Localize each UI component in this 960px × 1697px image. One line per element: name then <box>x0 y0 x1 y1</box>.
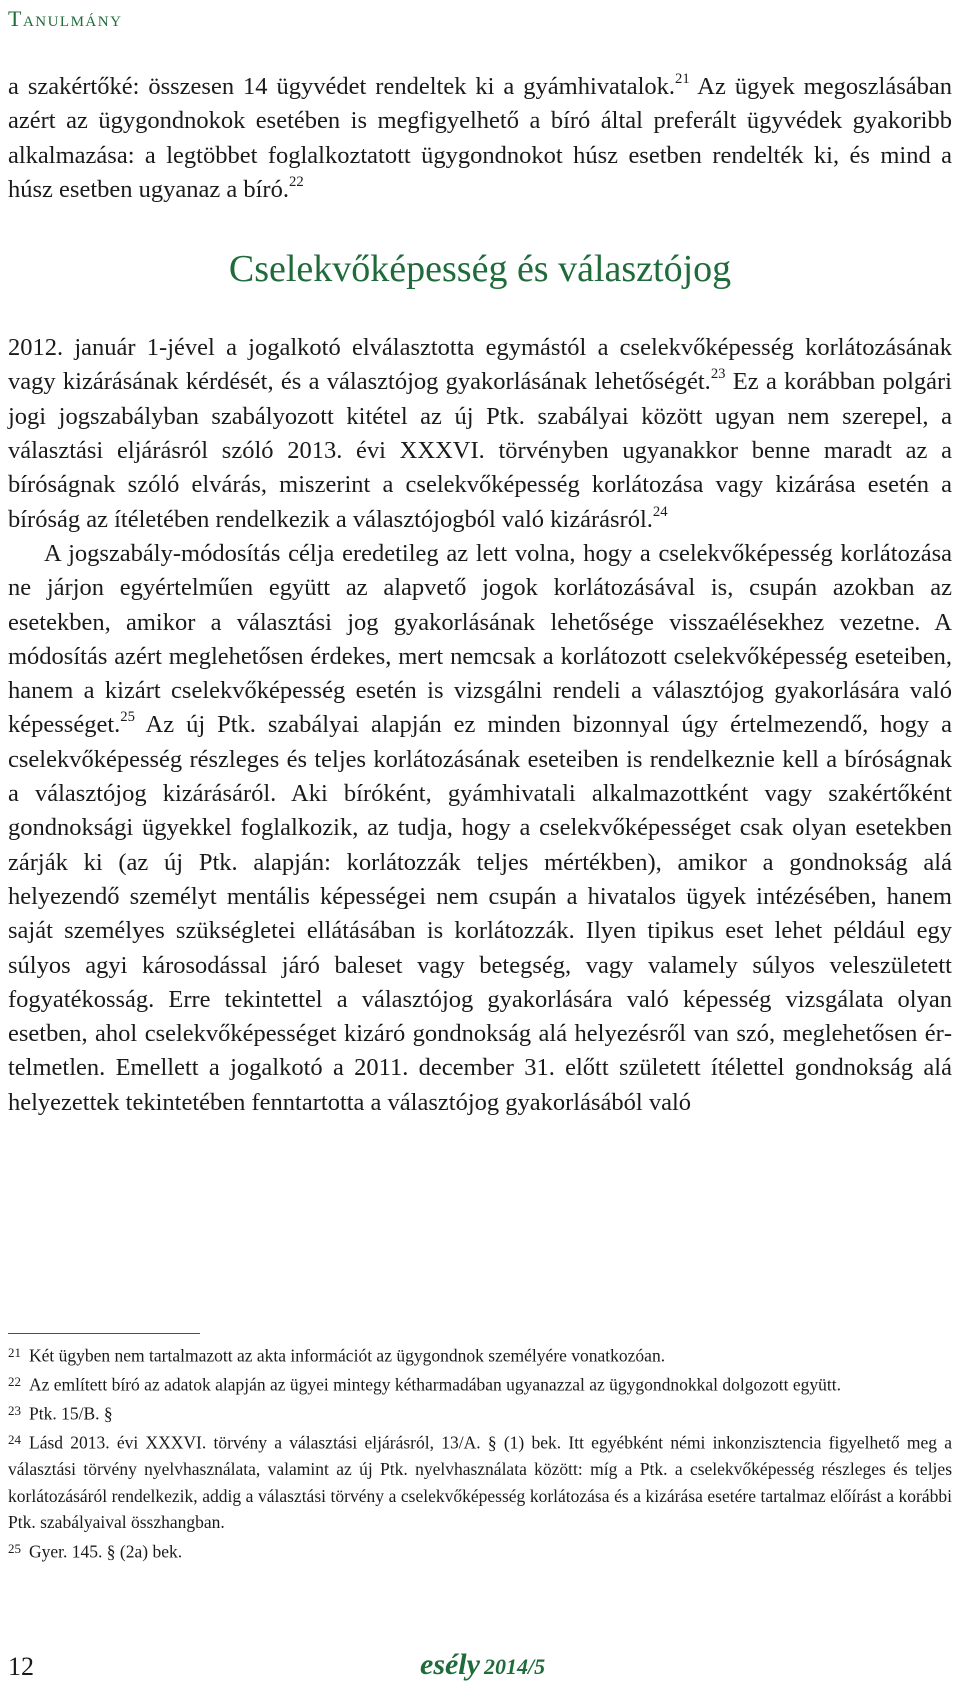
footnote-number: 22 <box>8 1374 21 1390</box>
footnote-text: Két ügyben nem tartalmazott az akta információt az ügygondnok személyére vonatkozóan. <box>29 1345 666 1366</box>
paragraph-1 <box>8 70 952 207</box>
page-number: 12 <box>8 1652 34 1681</box>
footnote-21 <box>8 1340 952 1369</box>
footnote-ref-23[interactable]: 23 <box>710 366 726 383</box>
footnote-divider <box>8 1333 200 1334</box>
footnote-24 <box>8 1427 952 1536</box>
footnote-ref-21[interactable]: 21 <box>675 70 690 87</box>
paragraph-3 <box>8 537 952 1120</box>
journal-title <box>420 1648 545 1682</box>
footnote-text: Gyer. 145. § (2a) bek. <box>29 1541 183 1562</box>
footnote-number: 21 <box>8 1345 21 1360</box>
paragraph-text: Ez a korábban polgári jogi jogszabályban szabályozott kitétel az új Ptk. szabályai között ugyan nem szerepel, a választási eljárásról szóló 2013. évi XXXVI. törvényben ugyanakkor benne maradt az a bíróságnak szóló elvárás, miszerint a cselekvőképesség korlátozása vagy kizárása esetén a bíróság az ítéletében rendelkezik a választójogból való kizárásról. <box>8 368 952 533</box>
footnote-ref-25[interactable]: 25 <box>120 709 135 726</box>
running-title: Tanulmány <box>8 6 123 31</box>
paragraph-text: Az új Ptk. szabályai alapján ez minden bizonnyal úgy értelmezendő, hogy a cselekvőképesség részleges és teljes korlátozásának eseteiben is rendelkeznie kell a bíróságnak a választójog kizárásáról. Aki bíróként, gyámhivatali alkalmazottként vagy szakértőként gondnoksági ügyekkel foglalkozik, az tudja, hogy a cselekvőképességet csak olyan esetekben zárják ki (az új Ptk. alapján: korlátozzák teljes mértékben), amikor a gondnokság alá helyezendő személyt mentális képességei nem csupán a hivatalos ügyek intézésében, hanem saját személyes szükségletei ellátásában is korlátozzák. Ilyen tipikus eset lehet például egy súlyos agyi károsodással járó baleset vagy betegség, vagy valamely súlyos veleszületett fogyatékosság. Erre tekintettel a választójog gyakorlására való képesség vizsgálata olyan esetben, ahol cselekvőképességet kizáró gondnokság alá helyezésről van szó, meglehetősen értelmetlen. Emellett a jogalkotó a 2011. december 31. előtt született ítélettel gondnokság alá helyezettek tekintetében fenntartotta a választójog gyakorlásából való <box>8 711 952 1116</box>
footnote-number: 23 <box>8 1403 21 1419</box>
footnote-text: Az említett bíró az adatok alapján az ügyei mintegy kétharmadában ugyanazzal az ügygondnokkal dolgozott együtt. <box>29 1374 841 1395</box>
journal-issue: 2014/5 <box>483 1654 546 1679</box>
footnotes <box>8 1340 952 1565</box>
paragraph-text: Az ügyek megoszlásában azért az ügygondnokok esetében is megfigyelhető a bíró által preferált ügyvédek gyakoribb alkalmazása: a legtöbbet foglalkoztatott ügygondnokot húsz esetben rendelték ki, és mind a húsz esetben ugyanaz a bíró. <box>8 73 952 203</box>
footnote-ref-24[interactable]: 24 <box>652 503 668 520</box>
footnote-number: 24 <box>8 1432 21 1448</box>
footnote-ref-22[interactable]: 22 <box>288 173 304 190</box>
paragraph-2 <box>8 331 952 537</box>
footnote-23 <box>8 1398 952 1427</box>
footnote-22 <box>8 1369 952 1398</box>
footnote-text: Ptk. 15/B. § <box>29 1403 113 1424</box>
article-body <box>8 70 952 1120</box>
footnote-number: 25 <box>8 1540 21 1556</box>
paragraph-text: a szakértőké: összesen 14 ügyvédet rendeltek ki a gyámhivatalok. <box>8 73 675 100</box>
paragraph-text: 2012. január 1-jével a jogalkotó elválasztotta egymástól a cselekvőképesség korlátozásának vagy kizárásának kérdését, és a választójog gyakorlásának lehetőségét. <box>8 334 952 396</box>
paragraph-text: A jogszabály-módosítás célja eredetileg az lett volna, hogy a cselekvőképesség korlátozása ne járjon egyértelműen együtt az alapvető jogok korlátozásával is, csupán azokban az esetekben, amikor a választási jog gyakorlásának lehetősége visszaélésekhez vezetne. A módosítás azért meglehetősen érdekes, mert nemcsak a korlátozott cselekvőképesség eseteiben, hanem a kizárt cselekvőképesség esetén is vizsgálni rendeli a választójog gyakorlására való képességet. <box>8 539 952 739</box>
section-heading: Cselekvőképesség és választójog <box>228 248 732 291</box>
footnote-text: Lásd 2013. évi XXXVI. törvény a választási eljárásról, 13/A. § (1) bek. Itt egyébként némi inkonzisztencia figyelhető meg a választási törvény nyelvhasználata, valamint az új Ptk. nyelvhasználata között: míg a Ptk. a cselekvőképesség részleges és teljes korlátozásáról rendelkezik, addig a választási törvény a cselekvőképesség korlátozása és a kizárása esetére tartalmaz előírást a korábbi Ptk. szabályaival összhangban. <box>8 1432 952 1533</box>
footnote-25 <box>8 1536 952 1565</box>
journal-name: esély <box>420 1648 480 1681</box>
